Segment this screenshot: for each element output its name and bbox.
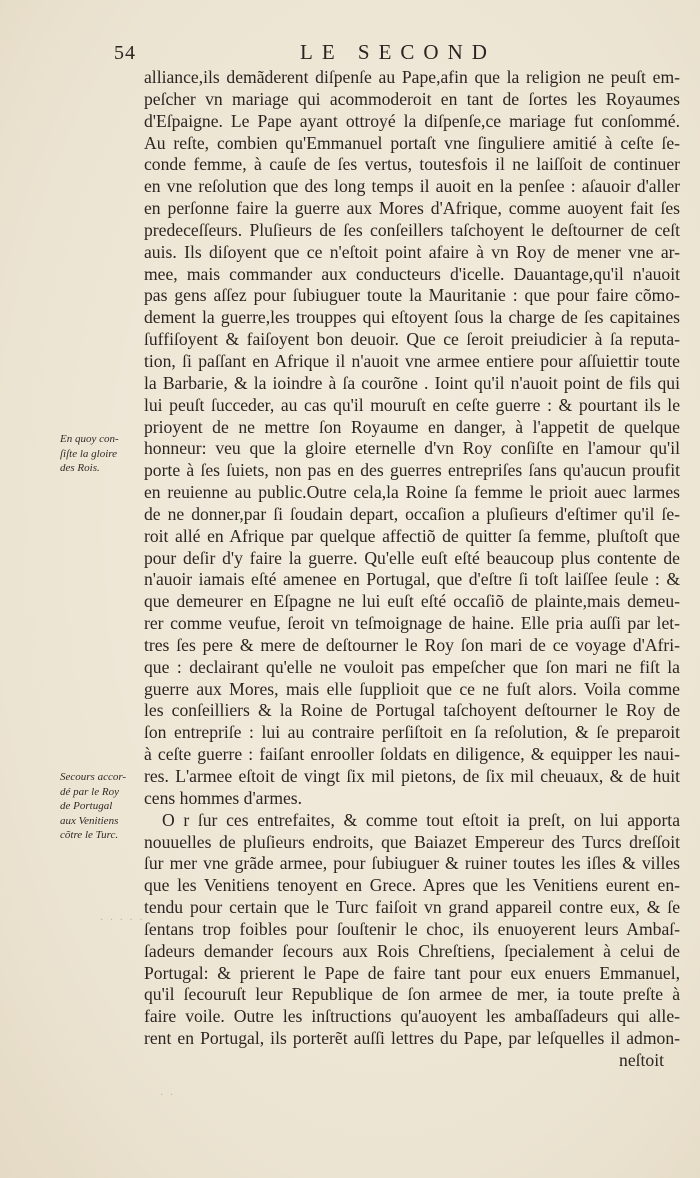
text-line: auis. Ils diſoyent que ce n'eſtoit point afaire à vn Roy de mener vne ar- — [144, 241, 680, 262]
text-line: faire voile. Outre les inſtructions qu'auoyent les ambaſſadeurs qui alle- — [144, 1006, 680, 1027]
text-line: porte à ſes ſuiets, non pas en des guerres entrepriſes ſans qu'aucun proufit — [144, 460, 680, 481]
text-line: rent en Portugal, ils porterẽt auſſi lettres du Pape, par leſquelles il admon- — [144, 1028, 680, 1049]
page-header — [0, 42, 700, 70]
margin-note-gloire — [60, 432, 144, 476]
text-line: roit allé en Afrique par quelque affectiõ de quitter ſa femme, pluſtoſt que — [144, 525, 680, 546]
text-line: en vne reſolution que des long temps il auoit en la penſee : aſauoir d'aller — [144, 176, 680, 197]
text-line: nouuelles de pluſieurs endroits, que Baiazet Empereur des Turcs dreſſoit — [144, 831, 680, 852]
text-line: Portugal: & prierent le Pape de faire tant pour eux enuers Emmanuel, — [144, 962, 680, 983]
text-line: lui peuſt ſucceder, au cas qu'il mouruſt en ceſte guerre : & pourtant ils le — [144, 394, 680, 415]
text-line: ſadeurs demander ſecours aux Rois Chreſtiens, ſpecialement à celui de — [144, 940, 680, 961]
margin-note-line: cõtre le Turc. — [60, 829, 119, 841]
text-line: Au reſte, combien qu'Emmanuel portaſt vne ſinguliere amitié à ceſte ſe- — [144, 132, 680, 153]
text-line: que demeurer en Eſpagne ne lui euſt eſté occaſiõ de plainte,mais demeu- — [144, 591, 680, 612]
catchword: neſtoit — [619, 1049, 664, 1070]
margin-note-line: En quoy con- — [60, 433, 119, 445]
text-line: en perſonne faire la guerre aux Mores d'Afrique, comme auoyent fait ſes — [144, 198, 680, 219]
text-line: pas gens aſſez pour ſubiuguer toute la Mauritanie : que pour faire cõmo- — [144, 285, 680, 306]
text-line: honneur: veu que la gloire eternelle d'vn Roy conſiſte en l'amour qu'il — [144, 438, 680, 459]
text-line: que : declairant qu'elle ne vouloit pas empeſcher que ſon mari ne fiſt la — [144, 656, 680, 677]
text-line: rer comme veufue, ſeroit vn teſmoignage de haine. Elle pria auſſi par let- — [144, 613, 680, 634]
text-line: tres ſes pere & mere de deſtourner le Roy ſon mari de ce voyage d'Afri- — [144, 634, 680, 655]
margin-note-line: ſiſte la gloire — [60, 447, 118, 460]
text-line: O r ſur ces entrefaites, & comme tout eſtoit ia preſt, on lui apporta — [162, 809, 680, 830]
show-through-ink: · · — [160, 1090, 176, 1101]
text-line: ſon entrepriſe : lui au contraire perſiſtoit en ſa reſolution, & ſe preparoit — [144, 722, 680, 743]
margin-note-line: de Portugal — [60, 800, 113, 812]
text-line: res. L'armee eſtoit de vingt ſix mil pietons, de ſix mil cheuaux, & de huit — [144, 766, 680, 786]
text-line: en reuienne au public.Outre cela,la Roine ſa femme le prioit auec larmes — [144, 482, 680, 503]
margin-note-line: des Rois. — [60, 462, 100, 474]
text-line: que les Venitiens tenoyent en Grece. Apres que les Venitiens eurent en- — [144, 875, 680, 896]
text-line: cens hommes d'armes. — [144, 787, 303, 808]
page-number: 54 — [114, 42, 136, 64]
margin-note-secours — [60, 770, 144, 843]
text-line: ſur mer vne grãde armee, pour ſubiuguer & ruiner toutes les iſles & villes — [144, 853, 680, 874]
text-line: n'auoir iamais eſté amenee en Portugal, que d'eſtre ſi toſt laiſſee ſeule : & — [144, 569, 680, 590]
text-line: conde femme, à cauſe de ſes vertus, toutesfois il ne laiſſoit de continuer — [144, 154, 680, 175]
text-line: tendu pour certain que le Turc faiſoit vn grand appareil contre eux, & ſe — [144, 897, 680, 918]
text-line: pour deſir d'y faire la guerre. Qu'elle euſt eſté beaucoup plus contente de — [144, 547, 680, 568]
text-line: ſuffiſoyent & faiſoyent bon deuoir. Que ce ſeroit preiudicier à ſa reputa- — [144, 329, 680, 350]
text-line: tion, ſi paſſant en Afrique il n'auoit vne armee entiere pour aſſuiettir toute — [144, 350, 680, 371]
text-line: mee, mais commander aux conducteurs d'icelle. Dauantage,qu'il n'auoit — [144, 263, 680, 284]
text-line: ſentans trop foibles pour ſouſtenir le choc, ils enuoyerent leurs Ambaſ- — [144, 918, 680, 939]
running-title: LE SECOND — [300, 40, 496, 64]
main-text — [144, 67, 680, 1072]
text-line: d'Eſpaigne. Le Pape ayant ottroyé la diſpenſe,ce mariage fut conſommé. — [144, 110, 680, 131]
text-line: prioyent de ne mettre ſon Royaume en danger, à l'appetit de quelque — [144, 416, 680, 437]
text-line: à ceſte guerre : faiſant enrooller ſoldats en diligence, & equipper les naui- — [144, 744, 680, 765]
text-line: de ne donner,par ſi ſoudain depart, occaſion a pluſieurs d'eſtimer qu'il ſe- — [144, 503, 680, 524]
text-line: dement la guerre,les trouppes qui eſtoyent ſous la charge de ſes capitaines — [144, 307, 680, 328]
margin-note-line: Secours accor- — [60, 771, 127, 783]
margin-note-line: dé par le Roy — [60, 785, 119, 798]
text-line: guerre aux Mores, mais elle ſupplioit que ce ne fuſt alors. Voila comme — [144, 678, 680, 699]
text-line: alliance,ils demãderent diſpenſe au Pape,afin que la religion ne peuſt em- — [144, 67, 680, 87]
text-line: qu'il ſecouruſt leur Republique de ſon armee de mer, ia toute preſte à — [144, 984, 680, 1005]
text-line: predeceſſeurs. Pluſieurs de ſes conſeillers taſchoyent le deſtourner de ceſt — [144, 219, 680, 240]
text-line: la Barbarie, & la ioindre à ſa courõne . Ioint qu'il n'auoit point de fils qui — [144, 372, 680, 393]
show-through-ink: · · · · · — [100, 915, 145, 926]
margin-note-line: aux Venitiens — [60, 814, 119, 827]
text-line: les conſeilliers & la Roine de Portugal taſchoyent deſtourner le Roy de — [144, 700, 680, 721]
text-line: peſcher vn mariage qui acommoderoit en tant de ſortes les Royaumes — [144, 88, 680, 109]
